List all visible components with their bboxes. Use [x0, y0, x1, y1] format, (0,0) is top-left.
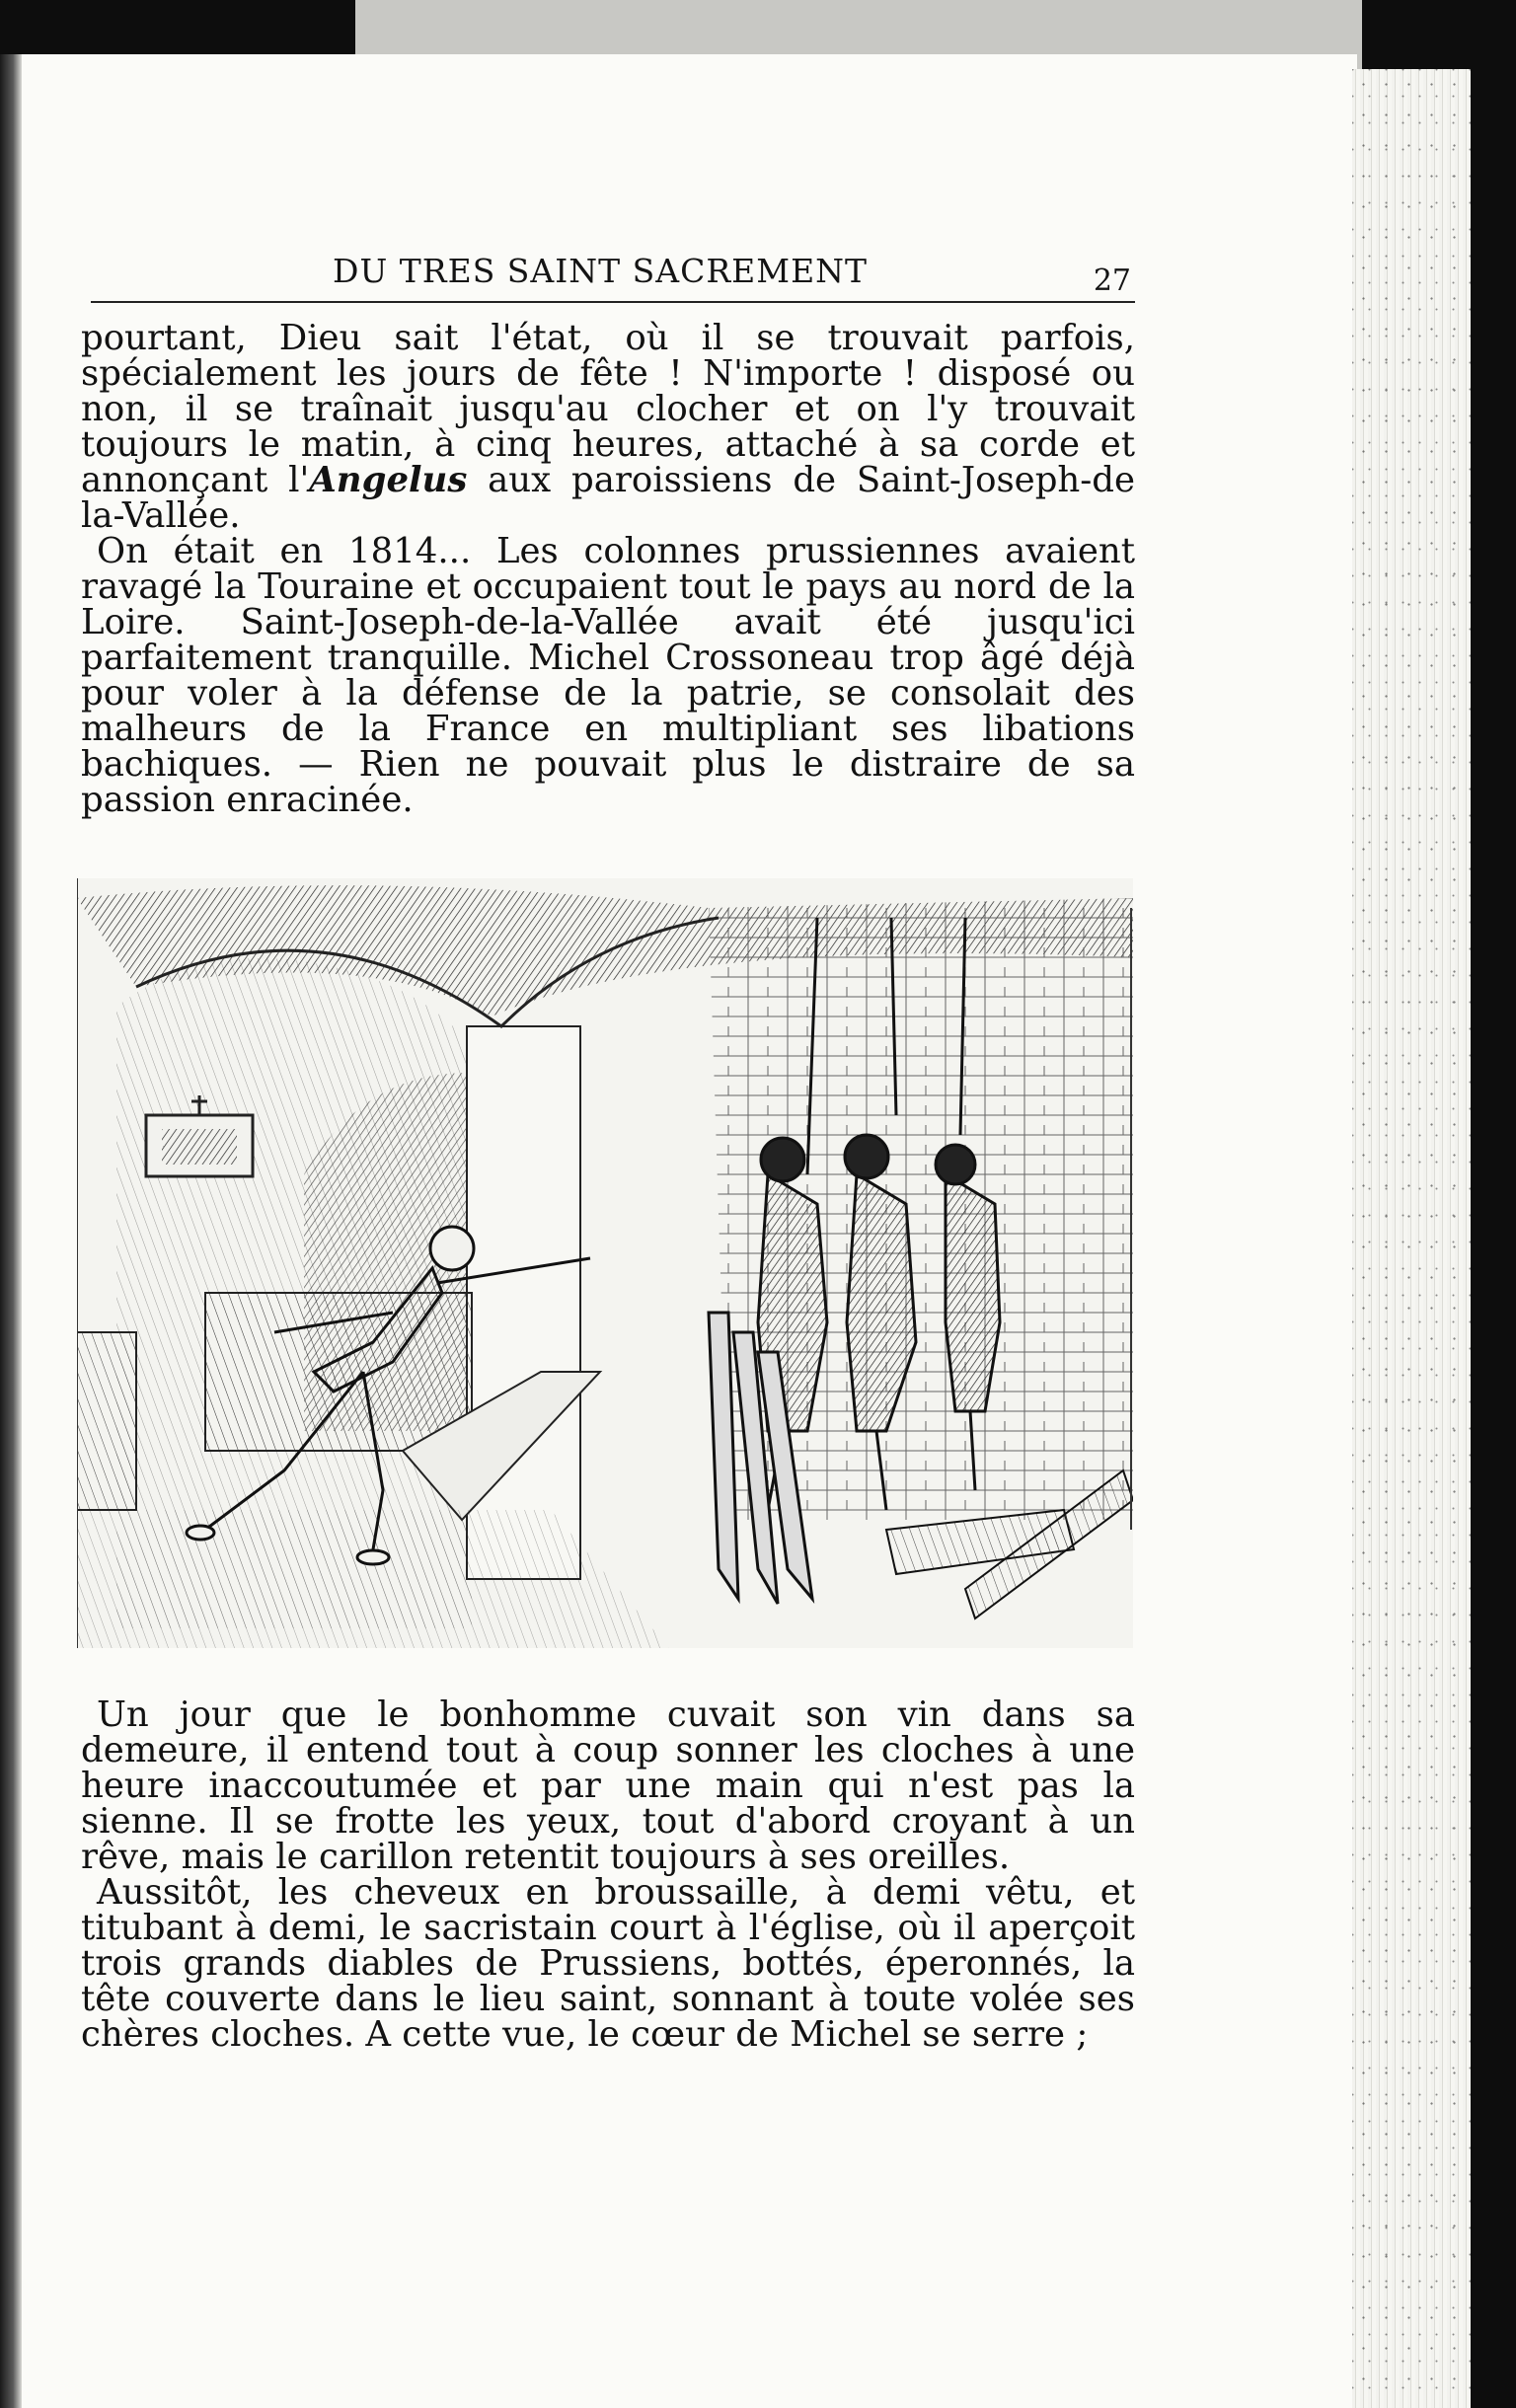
running-title: DU TRES SAINT SACREMENT [333, 252, 869, 290]
paragraph-text-tail: aux paroissiens de Saint-Joseph-de la-Vallée. [81, 460, 1136, 536]
engraving-illustration [77, 878, 1133, 1688]
paragraph: Aussitôt, les cheveux en broussaille, à demi vêtu, et titubant à demi, le sacristain court à l'église, où il aperçoit trois grands diables de Prussiens, bottés, éperonnés, la tête couverte dans le lieu saint, sonnant à toute volée ses chères cloches. A cette vue, le cœur de Michel se serre ; [81, 1872, 1135, 2055]
paragraph [81, 318, 1136, 536]
bell-ringing-engraving [77, 878, 1133, 1688]
paragraph-text: pourtant, Dieu sait l'état, où il se trouvait parfois, spécialement les jours de fête ! N'importe ! disposé ou non, il se traînait jusqu'au clocher et on l'y trouvait toujours le matin, à cinq heures, attaché à sa corde et annonçant l' [81, 318, 1135, 500]
paragraph: On était en 1814... Les colonnes prussiennes avaient ravagé la Touraine et occupaient tout le pays au nord de la Loire. Saint-Joseph-de-la-Vallée avait été jusqu'ici parfaitement tranquille. Michel Crossoneau trop âgé déjà pour voler à la défense de la patrie, se consolait des malheurs de la France en multipliant ses libations bachiques. — Rien ne pouvait plus le distraire de sa passion enracinée. [81, 531, 1135, 820]
page-block-edge [1352, 69, 1471, 2408]
page-number: 27 [1093, 263, 1131, 298]
paragraph: Un jour que le bonhomme cuvait son vin dans sa demeure, il entend tout à coup sonner les cloches à une heure inaccoutumée et par une main qui n'est pas la sienne. Il se frotte les yeux, tout d'abord croyant à un rêve, mais le carillon retentit toujours à ses oreilles. [81, 1694, 1135, 1877]
body-text-top [81, 318, 1136, 820]
emphasis-angelus: Angelus [309, 460, 468, 500]
body-text-bottom [81, 1694, 1135, 2055]
page-header [91, 252, 1135, 303]
page-gutter [0, 54, 22, 2408]
